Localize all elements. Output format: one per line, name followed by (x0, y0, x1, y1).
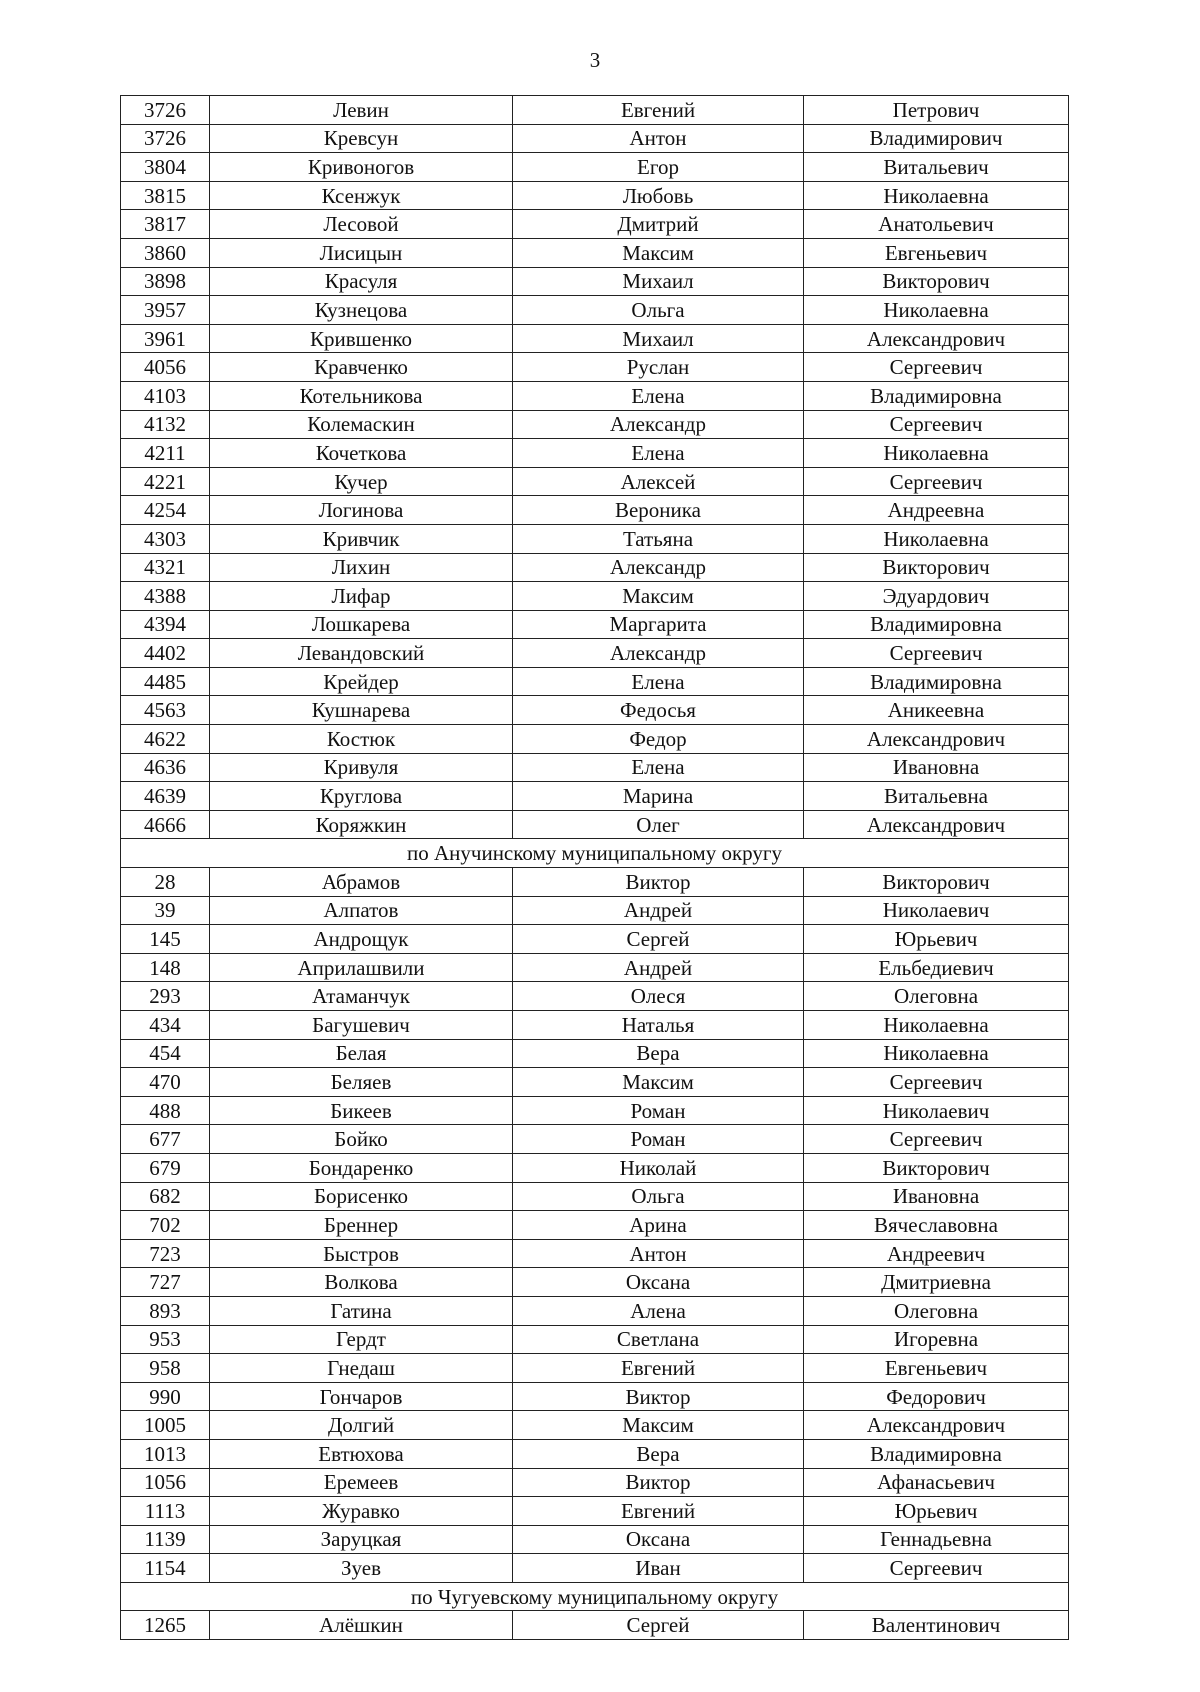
row-number-cell: 488 (121, 1096, 210, 1125)
row-number-cell: 958 (121, 1354, 210, 1383)
first-name-cell: Александр (513, 639, 804, 668)
first-name-cell: Максим (513, 582, 804, 611)
patronymic-cell: Вячеславовна (804, 1211, 1069, 1240)
table-row (121, 496, 1069, 525)
table-row (121, 1211, 1069, 1240)
last-name-cell: Лошкарева (210, 610, 513, 639)
last-name-cell: Кривчик (210, 524, 513, 553)
last-name-cell: Алёшкин (210, 1611, 513, 1640)
last-name-cell: Гатина (210, 1296, 513, 1325)
last-name-cell: Кучер (210, 467, 513, 496)
first-name-cell: Любовь (513, 181, 804, 210)
row-number-cell: 702 (121, 1211, 210, 1240)
last-name-cell: Белая (210, 1039, 513, 1068)
table-row (121, 381, 1069, 410)
table-row (121, 1096, 1069, 1125)
first-name-cell: Виктор (513, 1468, 804, 1497)
last-name-cell: Бойко (210, 1125, 513, 1154)
first-name-cell: Антон (513, 124, 804, 153)
first-name-cell: Марина (513, 782, 804, 811)
row-number-cell: 145 (121, 925, 210, 954)
last-name-cell: Беляев (210, 1068, 513, 1097)
last-name-cell: Левин (210, 96, 513, 125)
table-row (121, 1068, 1069, 1097)
patronymic-cell: Юрьевич (804, 925, 1069, 954)
table-row (121, 467, 1069, 496)
last-name-cell: Багушевич (210, 1011, 513, 1040)
table-row (121, 1497, 1069, 1526)
row-number-cell: 727 (121, 1268, 210, 1297)
table-row (121, 410, 1069, 439)
patronymic-cell: Николаевна (804, 439, 1069, 468)
table-row (121, 238, 1069, 267)
first-name-cell: Максим (513, 238, 804, 267)
last-name-cell: Красуля (210, 267, 513, 296)
patronymic-cell: Викторович (804, 267, 1069, 296)
row-number-cell: 434 (121, 1011, 210, 1040)
last-name-cell: Евтюхова (210, 1439, 513, 1468)
row-number-cell: 4221 (121, 467, 210, 496)
last-name-cell: Кравченко (210, 353, 513, 382)
patronymic-cell: Евгеньевич (804, 238, 1069, 267)
first-name-cell: Николай (513, 1153, 804, 1182)
patronymic-cell: Викторович (804, 553, 1069, 582)
first-name-cell: Татьяна (513, 524, 804, 553)
patronymic-cell: Анатольевич (804, 210, 1069, 239)
table-row (121, 896, 1069, 925)
first-name-cell: Евгений (513, 1354, 804, 1383)
table-row (121, 1411, 1069, 1440)
row-number-cell: 3815 (121, 181, 210, 210)
last-name-cell: Лифар (210, 582, 513, 611)
last-name-cell: Волкова (210, 1268, 513, 1297)
first-name-cell: Елена (513, 381, 804, 410)
row-number-cell: 4056 (121, 353, 210, 382)
last-name-cell: Колемаскин (210, 410, 513, 439)
last-name-cell: Атаманчук (210, 982, 513, 1011)
table-row (121, 1611, 1069, 1640)
last-name-cell: Котельникова (210, 381, 513, 410)
row-number-cell: 723 (121, 1239, 210, 1268)
row-number-cell: 4103 (121, 381, 210, 410)
row-number-cell: 3817 (121, 210, 210, 239)
last-name-cell: Кривуля (210, 753, 513, 782)
first-name-cell: Антон (513, 1239, 804, 1268)
row-number-cell: 1056 (121, 1468, 210, 1497)
row-number-cell: 454 (121, 1039, 210, 1068)
patronymic-cell: Александрович (804, 725, 1069, 754)
roster-body (121, 96, 1069, 1640)
first-name-cell: Вера (513, 1039, 804, 1068)
table-row (121, 696, 1069, 725)
first-name-cell: Сергей (513, 1611, 804, 1640)
first-name-cell: Андрей (513, 896, 804, 925)
table-row (121, 124, 1069, 153)
row-number-cell: 3726 (121, 124, 210, 153)
last-name-cell: Логинова (210, 496, 513, 525)
first-name-cell: Виктор (513, 1382, 804, 1411)
patronymic-cell: Сергеевич (804, 353, 1069, 382)
last-name-cell: Коряжкин (210, 810, 513, 839)
row-number-cell: 4563 (121, 696, 210, 725)
patronymic-cell: Николаевна (804, 1039, 1069, 1068)
patronymic-cell: Афанасьевич (804, 1468, 1069, 1497)
table-row (121, 925, 1069, 954)
row-number-cell: 4254 (121, 496, 210, 525)
row-number-cell: 4388 (121, 582, 210, 611)
first-name-cell: Арина (513, 1211, 804, 1240)
patronymic-cell: Александрович (804, 810, 1069, 839)
table-row (121, 1268, 1069, 1297)
row-number-cell: 990 (121, 1382, 210, 1411)
first-name-cell: Федор (513, 725, 804, 754)
first-name-cell: Вера (513, 1439, 804, 1468)
first-name-cell: Максим (513, 1068, 804, 1097)
row-number-cell: 1139 (121, 1525, 210, 1554)
table-row (121, 96, 1069, 125)
table-row (121, 524, 1069, 553)
first-name-cell: Евгений (513, 1497, 804, 1526)
table-row (121, 868, 1069, 897)
first-name-cell: Андрей (513, 953, 804, 982)
first-name-cell: Роман (513, 1096, 804, 1125)
row-number-cell: 4636 (121, 753, 210, 782)
patronymic-cell: Юрьевич (804, 1497, 1069, 1526)
last-name-cell: Абрамов (210, 868, 513, 897)
row-number-cell: 4132 (121, 410, 210, 439)
last-name-cell: Ксенжук (210, 181, 513, 210)
first-name-cell: Елена (513, 439, 804, 468)
row-number-cell: 3860 (121, 238, 210, 267)
patronymic-cell: Сергеевич (804, 410, 1069, 439)
row-number-cell: 893 (121, 1296, 210, 1325)
table-row (121, 324, 1069, 353)
row-number-cell: 4666 (121, 810, 210, 839)
first-name-cell: Иван (513, 1554, 804, 1583)
table-row (121, 1239, 1069, 1268)
patronymic-cell: Андреевна (804, 496, 1069, 525)
first-name-cell: Евгений (513, 96, 804, 125)
last-name-cell: Алпатов (210, 896, 513, 925)
table-row (121, 667, 1069, 696)
row-number-cell: 4639 (121, 782, 210, 811)
section-heading: по Анучинскому муниципальному округу (121, 839, 1069, 868)
patronymic-cell: Николаевна (804, 181, 1069, 210)
patronymic-cell: Ельбедиевич (804, 953, 1069, 982)
patronymic-cell: Владимировна (804, 667, 1069, 696)
table-row (121, 439, 1069, 468)
row-number-cell: 679 (121, 1153, 210, 1182)
patronymic-cell: Андреевич (804, 1239, 1069, 1268)
first-name-cell: Федосья (513, 696, 804, 725)
table-row (121, 296, 1069, 325)
patronymic-cell: Сергеевич (804, 639, 1069, 668)
last-name-cell: Кревсун (210, 124, 513, 153)
table-row (121, 639, 1069, 668)
patronymic-cell: Сергеевич (804, 1068, 1069, 1097)
last-name-cell: Андрощук (210, 925, 513, 954)
patronymic-cell: Викторович (804, 868, 1069, 897)
patronymic-cell: Геннадьевна (804, 1525, 1069, 1554)
table-row (121, 1382, 1069, 1411)
patronymic-cell: Витальевич (804, 153, 1069, 182)
first-name-cell: Вероника (513, 496, 804, 525)
table-row (121, 1525, 1069, 1554)
last-name-cell: Кочеткова (210, 439, 513, 468)
last-name-cell: Левандовский (210, 639, 513, 668)
patronymic-cell: Евгеньевич (804, 1354, 1069, 1383)
table-row (121, 553, 1069, 582)
row-number-cell: 1005 (121, 1411, 210, 1440)
patronymic-cell: Сергеевич (804, 1554, 1069, 1583)
patronymic-cell: Валентинович (804, 1611, 1069, 1640)
table-row (121, 210, 1069, 239)
row-number-cell: 4303 (121, 524, 210, 553)
row-number-cell: 3804 (121, 153, 210, 182)
table-row (121, 810, 1069, 839)
row-number-cell: 4622 (121, 725, 210, 754)
row-number-cell: 4394 (121, 610, 210, 639)
last-name-cell: Журавко (210, 1497, 513, 1526)
table-row (121, 181, 1069, 210)
table-row (121, 1554, 1069, 1583)
table-row (121, 1039, 1069, 1068)
first-name-cell: Елена (513, 667, 804, 696)
patronymic-cell: Владимирович (804, 124, 1069, 153)
patronymic-cell: Николаевич (804, 1096, 1069, 1125)
patronymic-cell: Николаевна (804, 524, 1069, 553)
patronymic-cell: Викторович (804, 1153, 1069, 1182)
last-name-cell: Круглова (210, 782, 513, 811)
patronymic-cell: Александрович (804, 1411, 1069, 1440)
patronymic-cell: Александрович (804, 324, 1069, 353)
patronymic-cell: Игоревна (804, 1325, 1069, 1354)
row-number-cell: 293 (121, 982, 210, 1011)
last-name-cell: Кузнецова (210, 296, 513, 325)
last-name-cell: Априлашвили (210, 953, 513, 982)
table-row (121, 1182, 1069, 1211)
last-name-cell: Долгий (210, 1411, 513, 1440)
first-name-cell: Дмитрий (513, 210, 804, 239)
first-name-cell: Алена (513, 1296, 804, 1325)
page-number: 3 (589, 48, 601, 72)
row-number-cell: 953 (121, 1325, 210, 1354)
last-name-cell: Бондаренко (210, 1153, 513, 1182)
last-name-cell: Костюк (210, 725, 513, 754)
table-row (121, 1153, 1069, 1182)
row-number-cell: 677 (121, 1125, 210, 1154)
patronymic-cell: Ивановна (804, 1182, 1069, 1211)
patronymic-cell: Сергеевич (804, 1125, 1069, 1154)
patronymic-cell: Олеговна (804, 982, 1069, 1011)
last-name-cell: Кривоногов (210, 153, 513, 182)
table-row (121, 1125, 1069, 1154)
patronymic-cell: Владимировна (804, 1439, 1069, 1468)
first-name-cell: Маргарита (513, 610, 804, 639)
first-name-cell: Михаил (513, 324, 804, 353)
last-name-cell: Быстров (210, 1239, 513, 1268)
first-name-cell: Елена (513, 753, 804, 782)
row-number-cell: 28 (121, 868, 210, 897)
last-name-cell: Лихин (210, 553, 513, 582)
last-name-cell: Заруцкая (210, 1525, 513, 1554)
first-name-cell: Наталья (513, 1011, 804, 1040)
first-name-cell: Оксана (513, 1268, 804, 1297)
first-name-cell: Олеся (513, 982, 804, 1011)
table-row (121, 753, 1069, 782)
first-name-cell: Светлана (513, 1325, 804, 1354)
table-row (121, 353, 1069, 382)
first-name-cell: Олег (513, 810, 804, 839)
table-row (121, 610, 1069, 639)
patronymic-cell: Ивановна (804, 753, 1069, 782)
table-row (121, 1296, 1069, 1325)
row-number-cell: 1265 (121, 1611, 210, 1640)
last-name-cell: Крившенко (210, 324, 513, 353)
last-name-cell: Гердт (210, 1325, 513, 1354)
section-heading: по Чугуевскому муниципальному округу (121, 1582, 1069, 1611)
row-number-cell: 4211 (121, 439, 210, 468)
row-number-cell: 4402 (121, 639, 210, 668)
patronymic-cell: Владимировна (804, 381, 1069, 410)
first-name-cell: Максим (513, 1411, 804, 1440)
table-row (121, 782, 1069, 811)
row-number-cell: 682 (121, 1182, 210, 1211)
roster-table (120, 95, 1069, 1640)
last-name-cell: Еремеев (210, 1468, 513, 1497)
last-name-cell: Крейдер (210, 667, 513, 696)
first-name-cell: Виктор (513, 868, 804, 897)
section-heading-row (121, 1582, 1069, 1611)
last-name-cell: Лесовой (210, 210, 513, 239)
last-name-cell: Бикеев (210, 1096, 513, 1125)
last-name-cell: Борисенко (210, 1182, 513, 1211)
first-name-cell: Ольга (513, 1182, 804, 1211)
patronymic-cell: Николаевна (804, 296, 1069, 325)
row-number-cell: 3898 (121, 267, 210, 296)
patronymic-cell: Аникеевна (804, 696, 1069, 725)
first-name-cell: Ольга (513, 296, 804, 325)
table-row (121, 1354, 1069, 1383)
patronymic-cell: Дмитриевна (804, 1268, 1069, 1297)
table-row (121, 582, 1069, 611)
patronymic-cell: Витальевна (804, 782, 1069, 811)
row-number-cell: 1154 (121, 1554, 210, 1583)
table-row (121, 153, 1069, 182)
row-number-cell: 3726 (121, 96, 210, 125)
table-row (121, 725, 1069, 754)
first-name-cell: Руслан (513, 353, 804, 382)
table-row (121, 1325, 1069, 1354)
row-number-cell: 4485 (121, 667, 210, 696)
patronymic-cell: Владимировна (804, 610, 1069, 639)
row-number-cell: 39 (121, 896, 210, 925)
last-name-cell: Бреннер (210, 1211, 513, 1240)
patronymic-cell: Олеговна (804, 1296, 1069, 1325)
last-name-cell: Кушнарева (210, 696, 513, 725)
table-row (121, 1439, 1069, 1468)
row-number-cell: 3957 (121, 296, 210, 325)
first-name-cell: Роман (513, 1125, 804, 1154)
patronymic-cell: Николаевич (804, 896, 1069, 925)
table-row (121, 953, 1069, 982)
row-number-cell: 1113 (121, 1497, 210, 1526)
row-number-cell: 1013 (121, 1439, 210, 1468)
first-name-cell: Егор (513, 153, 804, 182)
first-name-cell: Александр (513, 553, 804, 582)
patronymic-cell: Федорович (804, 1382, 1069, 1411)
first-name-cell: Алексей (513, 467, 804, 496)
table-row (121, 1011, 1069, 1040)
first-name-cell: Сергей (513, 925, 804, 954)
table-row (121, 982, 1069, 1011)
patronymic-cell: Петрович (804, 96, 1069, 125)
table-row (121, 267, 1069, 296)
last-name-cell: Гнедаш (210, 1354, 513, 1383)
last-name-cell: Лисицын (210, 238, 513, 267)
last-name-cell: Зуев (210, 1554, 513, 1583)
row-number-cell: 4321 (121, 553, 210, 582)
first-name-cell: Александр (513, 410, 804, 439)
row-number-cell: 148 (121, 953, 210, 982)
first-name-cell: Оксана (513, 1525, 804, 1554)
table-row (121, 1468, 1069, 1497)
first-name-cell: Михаил (513, 267, 804, 296)
patronymic-cell: Эдуардович (804, 582, 1069, 611)
section-heading-row (121, 839, 1069, 868)
row-number-cell: 3961 (121, 324, 210, 353)
last-name-cell: Гончаров (210, 1382, 513, 1411)
patronymic-cell: Сергеевич (804, 467, 1069, 496)
row-number-cell: 470 (121, 1068, 210, 1097)
patronymic-cell: Николаевна (804, 1011, 1069, 1040)
